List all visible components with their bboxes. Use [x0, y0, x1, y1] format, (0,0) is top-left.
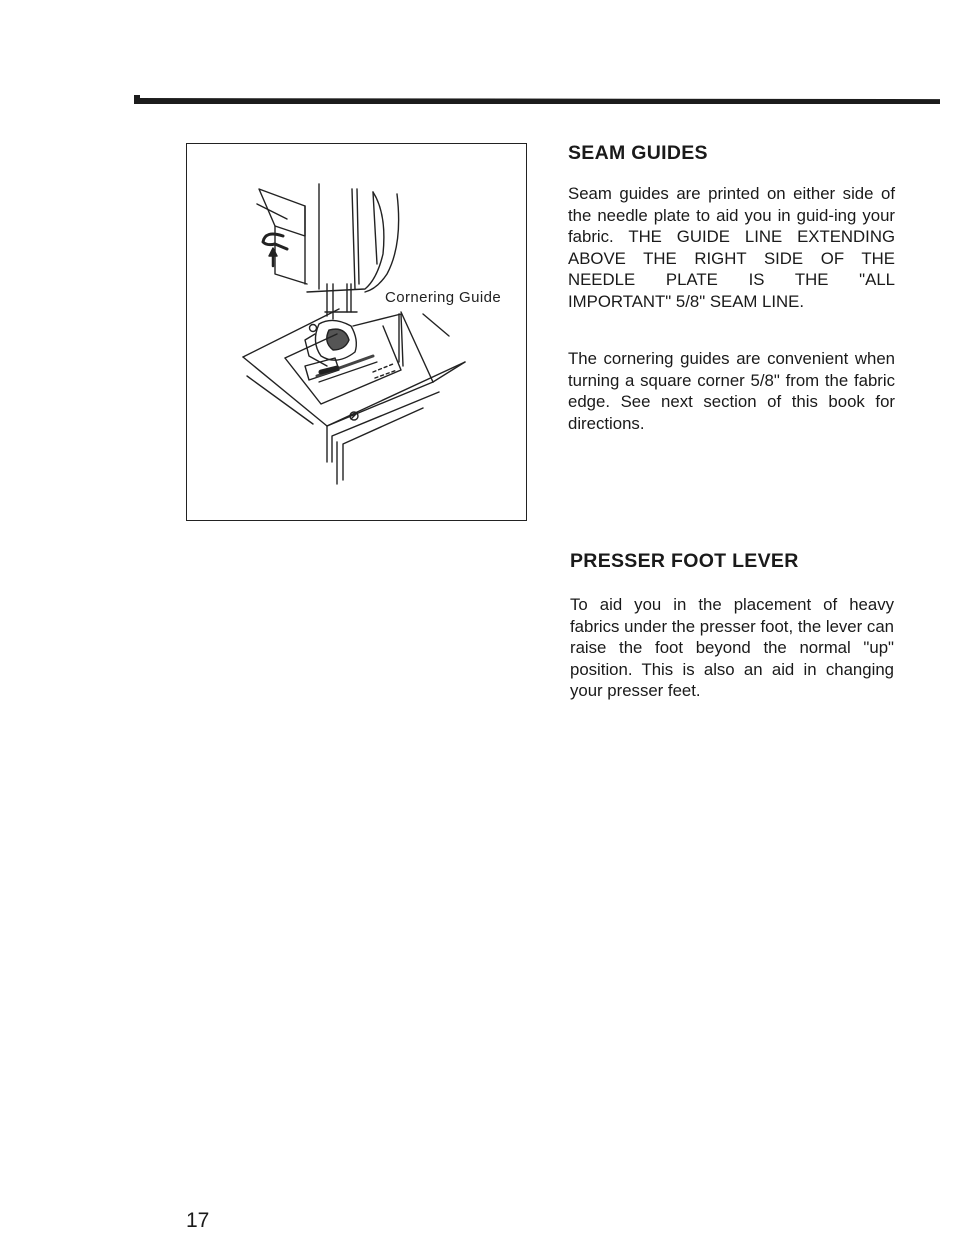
seam-guides-paragraph-2: The cornering guides are convenient when turning a square corner 5/8" from the fabric edge. See next section of this book for directions. — [568, 349, 895, 433]
page-number: 17 — [186, 1209, 210, 1232]
header-rule-mark — [134, 95, 140, 104]
sewing-machine-illustration — [187, 144, 528, 522]
seam-guides-heading: SEAM GUIDES — [568, 142, 708, 164]
cornering-guide-figure — [186, 143, 527, 521]
seam-guides-paragraph-1: Seam guides are printed on either side of the needle plate to aid you in guid-ing your fabric. THE GUIDE LINE EXTENDING ABOVE THE RIGHT SIDE OF THE NEEDLE PLATE IS THE "ALL IMPORTANT" 5/8" SEAM LINE. — [568, 184, 895, 311]
cornering-guide-label: Cornering Guide — [385, 289, 502, 306]
presser-foot-lever-heading: PRESSER FOOT LEVER — [570, 550, 799, 572]
presser-foot-lever-paragraph: To aid you in the placement of heavy fabrics under the presser foot, the lever can raise the foot beyond the normal "up" position. This is also an aid in changing your presser feet. — [570, 595, 894, 700]
header-rule — [140, 97, 940, 104]
